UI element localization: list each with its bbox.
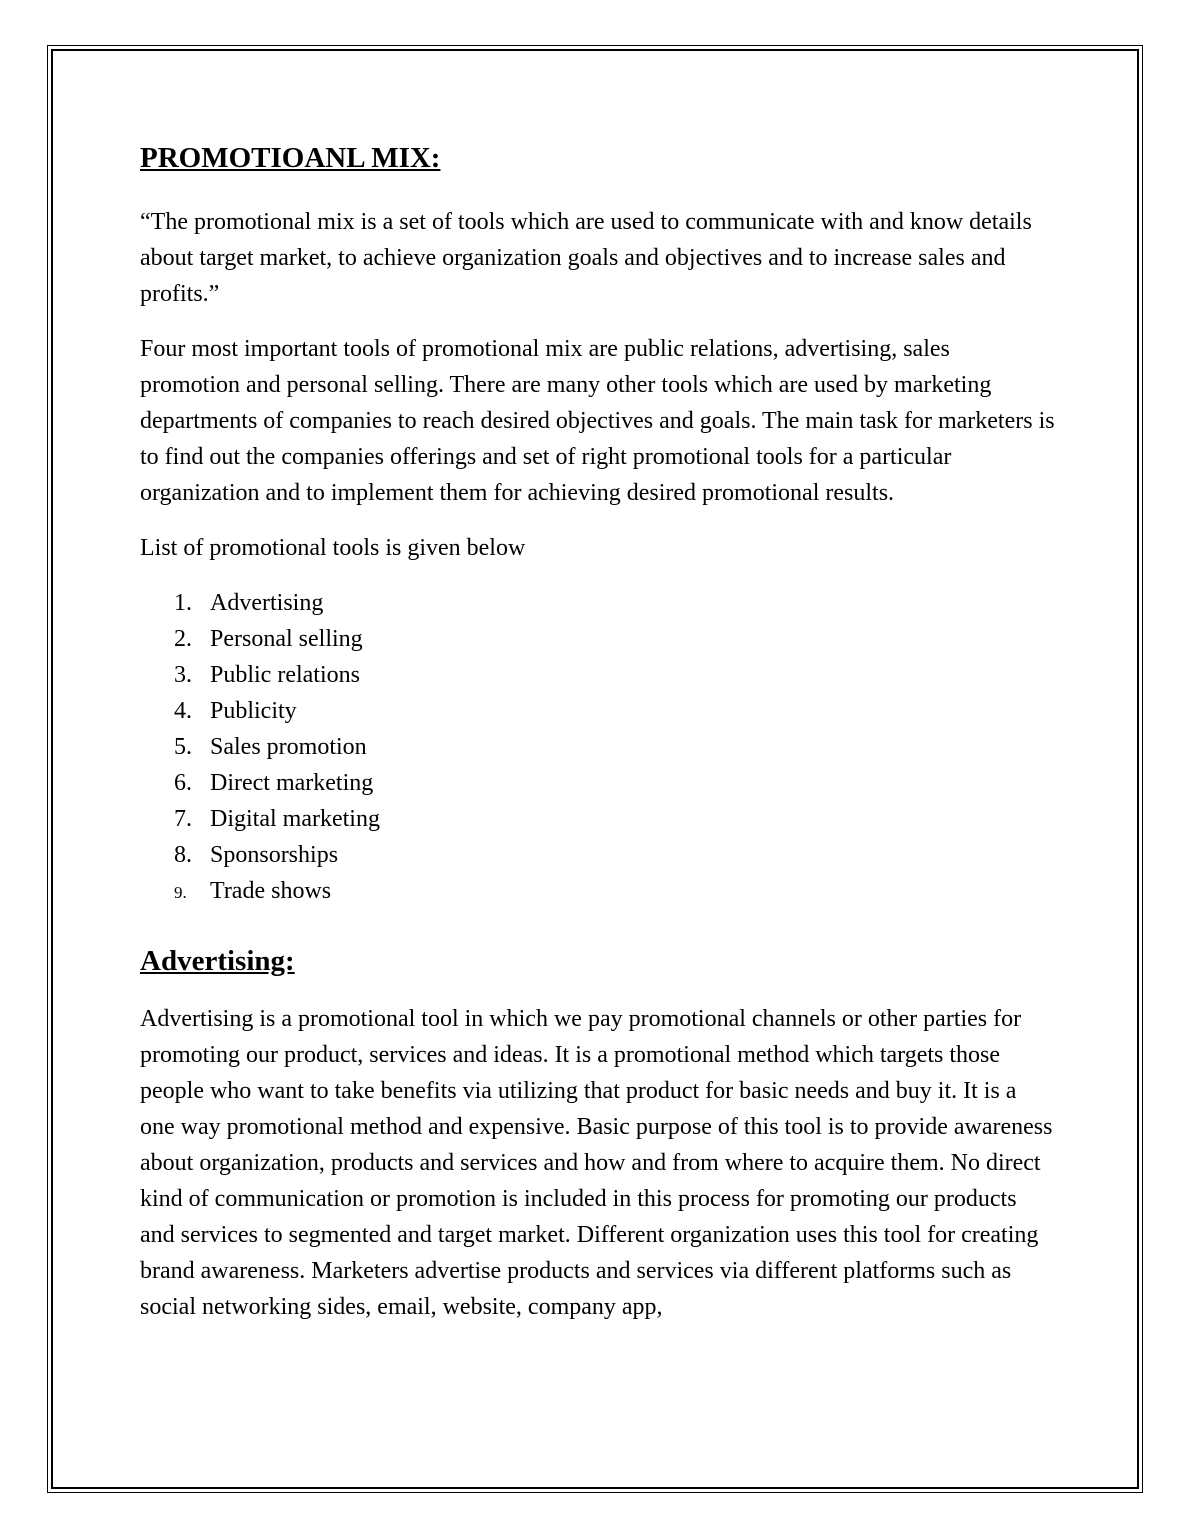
list-item [140, 657, 1055, 693]
list-item [140, 585, 1055, 621]
document-body [140, 140, 1055, 1325]
list-item [140, 621, 1055, 657]
list-item-label: Direct marketing [210, 770, 374, 796]
page-title: PROMOTIOANL MIX: [140, 142, 441, 174]
list-intro: List of promotional tools is given below [140, 535, 526, 561]
list-item-label: Personal selling [210, 626, 363, 652]
promotional-tools-list [140, 585, 1055, 909]
list-item [140, 873, 1055, 909]
list-item-number: 7. [174, 806, 192, 832]
list-item-label: Digital marketing [210, 806, 380, 832]
list-item-number: 5. [174, 734, 192, 760]
advertising-heading: Advertising: [140, 945, 295, 977]
list-item-label: Publicity [210, 698, 297, 724]
definition-paragraph: “The promotional mix is a set of tools which are used to communicate with and know details about target market, to achieve organization goals and objectives and to increase sales and profits.” [140, 209, 1032, 307]
list-item-label: Advertising [210, 590, 324, 616]
list-item-number: 6. [174, 770, 192, 796]
list-item [140, 801, 1055, 837]
list-item-label: Trade shows [210, 878, 332, 904]
list-item-number: 1. [174, 590, 192, 616]
list-item-number: 8. [174, 842, 192, 868]
advertising-paragraph: Advertising is a promotional tool in which we pay promotional channels or other parties for promoting our product, services and ideas. It is a promotional method which targets those people who want to take benefits via utilizing that product for basic needs and buy it. It is a one way promotional method and expensive. Basic purpose of this tool is to provide awareness about organization, products and services and how and from where to acquire them. No direct kind of communication or promotion is included in this process for promoting our products and services to segmented and target market. Different organization uses this tool for creating brand awareness. Marketers advertise products and services via different platforms such as social networking sides, email, website, company app, [140, 1006, 1053, 1320]
list-item-label: Sales promotion [210, 734, 367, 760]
list-item [140, 765, 1055, 801]
list-item-number: 3. [174, 662, 192, 688]
list-item-label: Sponsorships [210, 842, 339, 868]
list-item-label: Public relations [210, 662, 360, 688]
list-item-number: 4. [174, 698, 192, 724]
list-item [140, 837, 1055, 873]
list-item-number: 2. [174, 626, 192, 652]
list-item [140, 729, 1055, 765]
intro-paragraph: Four most important tools of promotional mix are public relations, advertising, sales promotion and personal selling. There are many other tools which are used by marketing departments of companies to reach desired objectives and goals. The main task for marketers is to find out the companies offerings and set of right promotional tools for a particular organization and to implement them for achieving desired promotional results. [140, 336, 1055, 506]
list-item [140, 693, 1055, 729]
list-item-number: 9. [174, 883, 187, 902]
